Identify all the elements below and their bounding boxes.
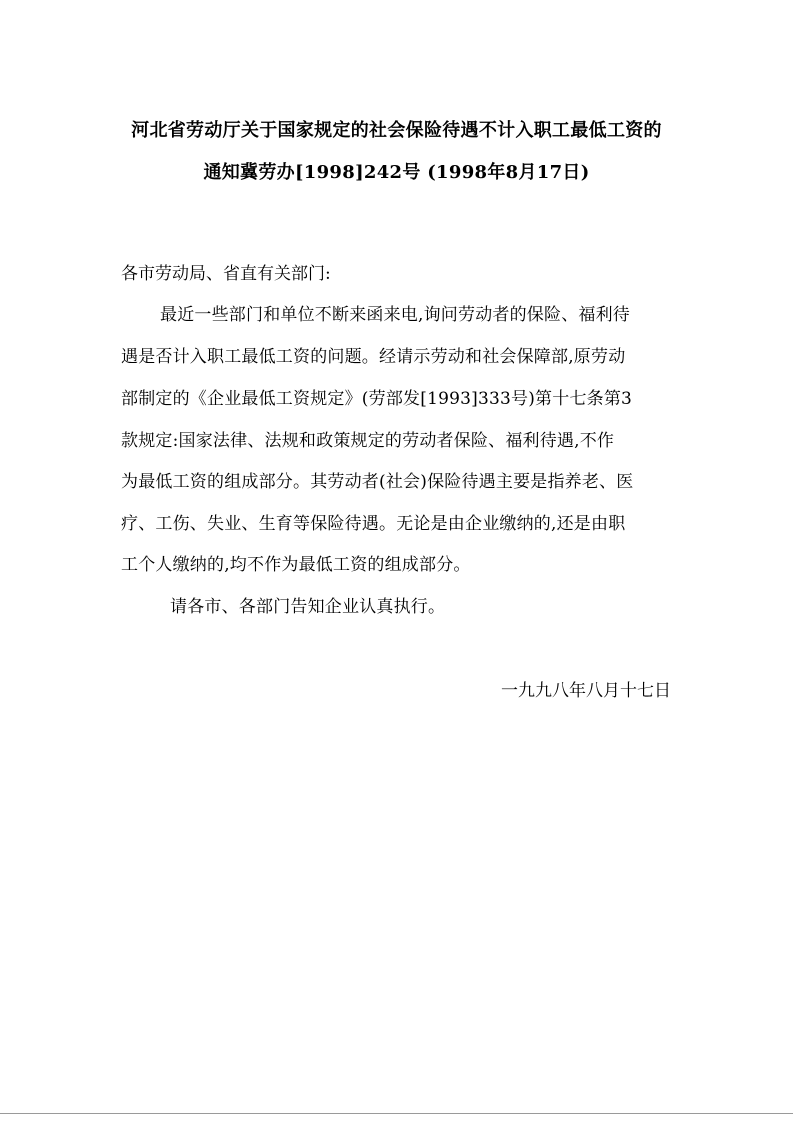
body-line-7: 工个人缴纳的,均不作为最低工资的组成部分。 — [121, 555, 471, 575]
salutation: 各市劳动局、省直有关部门: — [121, 264, 331, 284]
body-line-5: 为最低工资的组成部分。其劳动者(社会)保险待遇主要是指养老、医 — [121, 472, 634, 492]
body-line-2: 遇是否计入职工最低工资的问题。经请示劳动和社会保障部,原劳动 — [121, 347, 626, 367]
body-line-4: 款规定:国家法律、法规和政策规定的劳动者保险、福利待遇,不作 — [121, 431, 615, 451]
body-line-3: 部制定的《企业最低工资规定》(劳部发[1993]333号)第十七条第3 — [121, 389, 633, 409]
document-title-line-1: 河北省劳动厅关于国家规定的社会保险待遇不计入职工最低工资的 — [131, 120, 662, 141]
document-title-line-2: 通知冀劳办[1998]242号 (1998年8月17日) — [203, 162, 590, 183]
signature-date: 一九九八年八月十七日 — [501, 681, 671, 701]
body-line-1: 最近一些部门和单位不断来函来电,询问劳动者的保险、福利待 — [160, 305, 631, 325]
body-line-6: 疗、工伤、失业、生育等保险待遇。无论是由企业缴纳的,还是由职 — [121, 514, 626, 534]
closing-line: 请各市、各部门告知企业认真执行。 — [170, 597, 446, 617]
page-bottom-divider — [0, 1113, 793, 1114]
